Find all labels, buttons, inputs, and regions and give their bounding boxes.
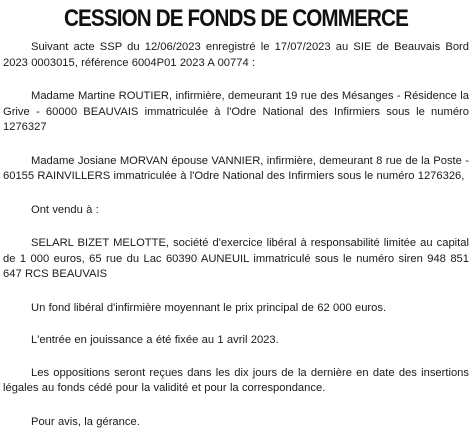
paragraph-entry-date: L'entrée en jouissance a été fixée au 1 avril 2023. <box>3 333 469 349</box>
notice-body <box>3 40 469 430</box>
paragraph-sold-to: Ont vendu à : <box>3 203 469 219</box>
paragraph-seller-2: Madame Josiane MORVAN épouse VANNIER, infirmière, demeurant 8 rue de la Poste - 60155 RAINVILLERS immatriculée à l'Odre National des Infirmiers sous le numéro 1276326, <box>3 154 469 185</box>
notice-title: CESSION DE FONDS DE COMMERCE <box>36 4 437 34</box>
paragraph-price: Un fond libéral d'infirmière moyennant le prix principal de 62 000 euros. <box>3 301 469 317</box>
paragraph-deed-reference: Suivant acte SSP du 12/06/2023 enregistré le 17/07/2023 au SIE de Beauvais Bord 2023 0003015, référence 6004P01 2023 A 00774 : <box>3 40 469 71</box>
paragraph-seller-1: Madame Martine ROUTIER, infirmière, demeurant 19 rue des Mésanges - Résidence la Grive - 60000 BEAUVAIS immatriculée à l'Odre National des Infirmiers sous le numéro 1276327 <box>3 89 469 136</box>
paragraph-buyer: SELARL BIZET MELOTTE, société d'exercice libéral à responsabilité limitée au capital de 1 000 euros, 65 rue du Lac 60390 AUNEUIL immatriculé sous le numéro siren 948 851 647 RCS BEAUVAIS <box>3 236 469 283</box>
paragraph-oppositions: Les oppositions seront reçues dans les dix jours de la dernière en date des insertions légales au fonds cédé pour la validité et pour la correspondance. <box>3 366 469 397</box>
paragraph-signature: Pour avis, la gérance. <box>3 415 469 430</box>
